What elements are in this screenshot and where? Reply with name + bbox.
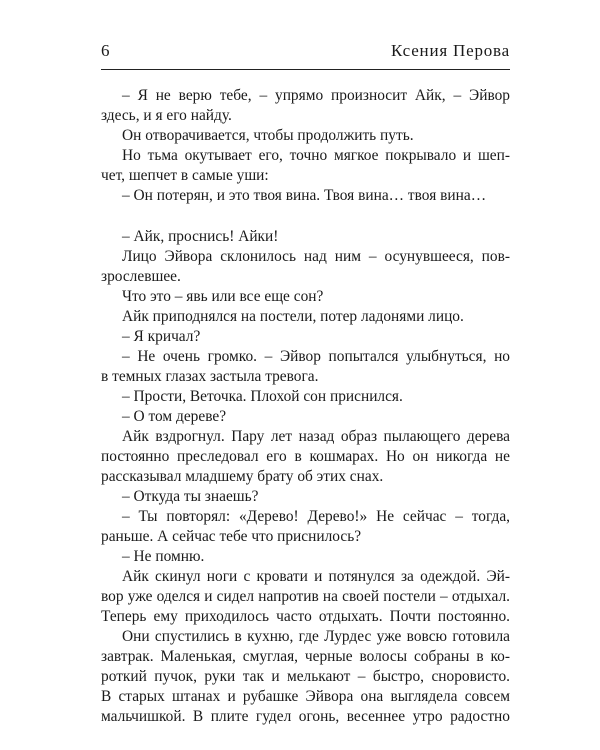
text-line: Лицо Эйвора склонилось над ним – осунувшееся, пов- — [122, 248, 510, 265]
text-line: Они спустились в кухню, где Лурдес уже вовсю готовила — [122, 628, 510, 645]
text-line: Теперь ему приходилось часто отдыхать. Почти постоянно. — [101, 608, 510, 625]
text-line: – Откуда ты знаешь? — [122, 488, 259, 505]
text-line: – О том дереве? — [122, 408, 227, 425]
text-line: постоянно преследовал его в кошмарах. Но он никогда не — [101, 448, 510, 465]
text-line: – Я не верю тебе, – упрямо произносит Айк, – Эйвор — [122, 87, 510, 104]
text-line: Но тьма окутывает его, точно мягкое покрывало и шеп- — [122, 147, 510, 164]
text-line: раньше. А сейчас тебе что приснилось? — [101, 528, 362, 545]
text-line: – Не очень громко. – Эйвор попытался улыбнуться, но — [122, 348, 510, 365]
running-header — [101, 39, 510, 69]
text-line: Что это – явь или все еще сон? — [122, 288, 324, 305]
text-line: вор уже оделся и сидел напротив на своей постели – отдыхал. — [101, 588, 510, 605]
text-line: – Ты повторял: «Дерево! Дерево!» Не сейчас – тогда, — [122, 508, 510, 525]
text-line: Айк приподнялся на постели, потер ладонями лицо. — [122, 308, 464, 325]
header-rule — [101, 69, 510, 70]
running-title-author: Ксения Перова — [390, 41, 510, 60]
text-line: мальчишкой. В плите гудел огонь, весеннее утро радостно — [101, 708, 510, 725]
text-line: – Я кричал? — [122, 328, 201, 345]
page-number: 6 — [101, 41, 110, 60]
text-line: Айк скинул ноги с кровати и потянулся за одеждой. Эй- — [122, 568, 510, 585]
text-line: – Прости, Веточка. Плохой сон приснился. — [122, 388, 403, 405]
text-line: – Он потерян, и это твоя вина. Твоя вина… твоя вина… — [122, 187, 487, 204]
text-line: Айк вздрогнул. Пару лет назад образ пылающего дерева — [122, 428, 510, 445]
text-line: В старых штанах и рубашке Эйвора она выглядела совсем — [101, 688, 510, 705]
text-line: Он отворачивается, чтобы продолжить путь. — [122, 127, 414, 144]
body-text — [101, 86, 510, 727]
text-line: зрослевшее. — [101, 268, 181, 285]
text-line: – Айк, проснись! Айки! — [122, 228, 279, 245]
text-line: здесь, и я его найду. — [101, 107, 232, 124]
text-line: роткий пучок, руки так и мелькают – быстро, сноровисто. — [101, 668, 510, 685]
text-line: – Не помню. — [122, 548, 205, 565]
text-line: завтрак. Маленькая, смуглая, черные волосы собраны в ко- — [101, 648, 510, 665]
text-line: рассказывал младшему брату об этих снах. — [101, 468, 384, 485]
text-line: чет, шепчет в самые уши: — [101, 167, 269, 184]
text-line: в темных глазах застыла тревога. — [101, 368, 319, 385]
